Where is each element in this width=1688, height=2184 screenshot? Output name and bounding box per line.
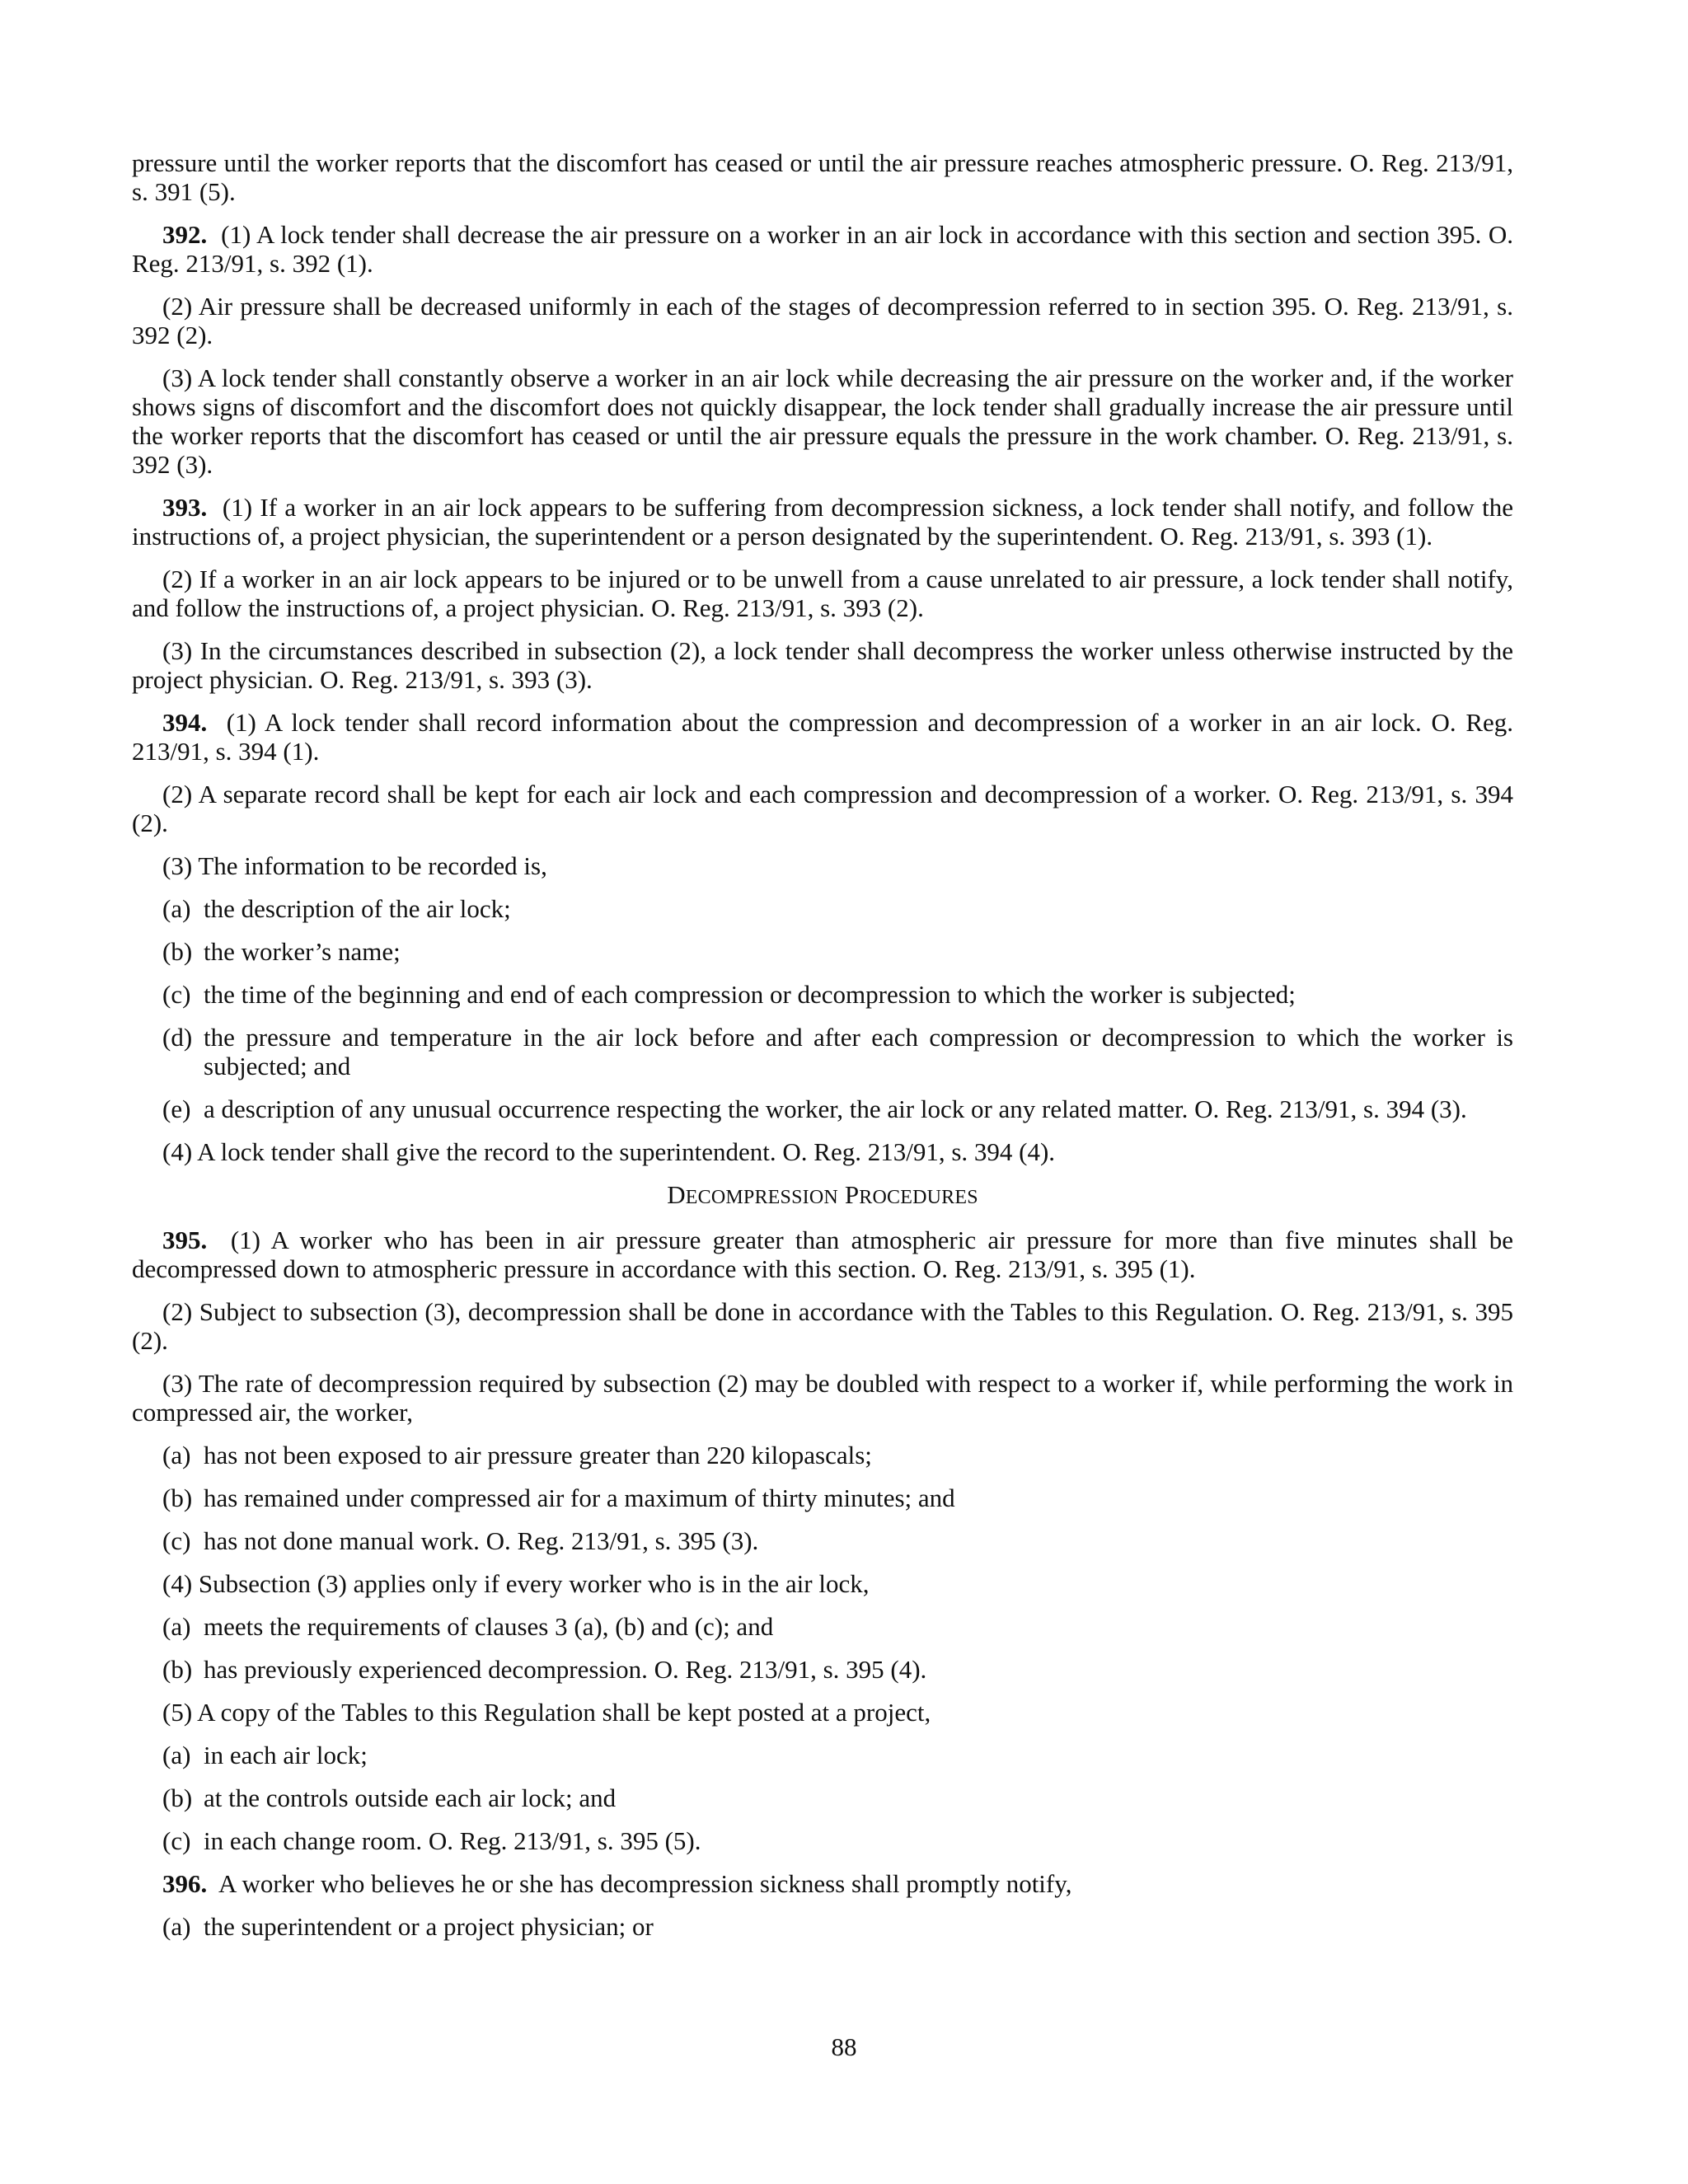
section-number: 392.	[162, 220, 208, 249]
clause-label: (e)	[162, 1094, 191, 1123]
clause-item	[162, 980, 1513, 1009]
clause-item	[162, 1783, 1513, 1812]
paragraph-text: (3) In the circumstances described in subsection (2), a lock tender shall decompress the worker unless otherwise instructed by the project physician. O. Reg. 213/91, s. 393 (3).	[132, 636, 1513, 694]
clause-item	[162, 1526, 1513, 1555]
clause-item	[162, 1912, 1513, 1941]
section-paragraph	[132, 1226, 1513, 1283]
clause-label: (d)	[162, 1023, 193, 1052]
clause-text: has not been exposed to air pressure greater than 220 kilopascals;	[204, 1441, 872, 1469]
paragraph-text: (3) A lock tender shall constantly observe a worker in an air lock while decreasing the air pressure on the worker and, if the worker shows signs of discomfort and the discomfort does not quickly disappear, the lock tender shall gradually increase the air pressure until the worker reports that the discomfort has ceased or until the air pressure equals the pressure in the work chamber. O. Reg. 213/91, s. 392 (3).	[132, 363, 1513, 479]
paragraph-text: pressure until the worker reports that the discomfort has ceased or until the air pressure reaches atmospheric pressure. O. Reg. 213/91, s. 391 (5).	[132, 148, 1513, 206]
clause-text: the pressure and temperature in the air lock before and after each compression or decompression to which the worker is subjected; and	[204, 1023, 1513, 1080]
clause-label: (c)	[162, 1526, 191, 1555]
section-paragraph	[132, 220, 1513, 278]
clause-text: meets the requirements of clauses 3 (a), (b) and (c); and	[204, 1612, 774, 1641]
clause-label: (a)	[162, 1612, 191, 1641]
paragraph	[132, 1569, 1513, 1598]
section-heading	[132, 1180, 1513, 1212]
clause-text: the superintendent or a project physician; or	[204, 1912, 654, 1941]
clause-label: (b)	[162, 1655, 193, 1684]
section-paragraph	[132, 1869, 1513, 1898]
clause-text: in each change room. O. Reg. 213/91, s. 395 (5).	[204, 1826, 701, 1855]
clause-text: a description of any unusual occurrence respecting the worker, the air lock or any related matter. O. Reg. 213/91, s. 394 (3).	[204, 1094, 1467, 1123]
paragraph	[132, 1698, 1513, 1727]
clause-label: (c)	[162, 1826, 191, 1855]
clause-item	[162, 937, 1513, 966]
clause-item	[162, 1094, 1513, 1123]
heading-text: ECOMPRESSION	[685, 1187, 838, 1208]
paragraph-text: (2) Air pressure shall be decreased uniformly in each of the stages of decompression referred to in section 395. O. Reg. 213/91, s. 392 (2).	[132, 292, 1513, 349]
paragraph	[132, 363, 1513, 479]
clause-label: (b)	[162, 1483, 193, 1512]
paragraph-text: (1) If a worker in an air lock appears to be suffering from decompression sickness, a lock tender shall notify, and follow the instructions of, a project physician, the superintendent or a person designated by the superintendent. O. Reg. 213/91, s. 393 (1).	[132, 493, 1513, 551]
paragraph-text: (4) A lock tender shall give the record to the superintendent. O. Reg. 213/91, s. 394 (4).	[162, 1137, 1056, 1166]
clause-text: in each air lock;	[204, 1741, 368, 1769]
section-paragraph	[132, 493, 1513, 551]
page-number: 88	[831, 2032, 857, 2061]
paragraph	[132, 1137, 1513, 1166]
paragraph	[132, 148, 1513, 206]
paragraph-text: (1) A lock tender shall record information about the compression and decompression of a worker in an air lock. O. Reg. 213/91, s. 394 (1).	[132, 708, 1514, 766]
clause-item	[162, 1612, 1513, 1641]
paragraph-text: A worker who believes he or she has decompression sickness shall promptly notify,	[218, 1869, 1072, 1898]
paragraph	[132, 565, 1513, 622]
clause-item	[162, 1741, 1513, 1769]
paragraph	[132, 636, 1513, 694]
paragraph-text: (2) Subject to subsection (3), decompression shall be done in accordance with the Tables to this Regulation. O. Reg. 213/91, s. 395 (2).	[132, 1297, 1513, 1355]
heading-text: ROCEDURES	[859, 1187, 978, 1208]
clause-item	[162, 1826, 1513, 1855]
section-paragraph	[132, 708, 1513, 766]
paragraph	[132, 1369, 1513, 1427]
clause-item	[162, 1483, 1513, 1512]
paragraph	[132, 851, 1513, 880]
paragraph	[132, 1297, 1513, 1355]
paragraph-text: (1) A lock tender shall decrease the air pressure on a worker in an air lock in accordance with this section and section 395. O. Reg. 213/91, s. 392 (1).	[132, 220, 1513, 278]
clause-text: has previously experienced decompression. O. Reg. 213/91, s. 395 (4).	[204, 1655, 927, 1684]
paragraph-text: (3) The information to be recorded is,	[162, 851, 547, 880]
clause-label: (b)	[162, 1783, 193, 1812]
clause-item	[162, 1441, 1513, 1469]
heading-text: D	[667, 1180, 686, 1209]
clause-label: (a)	[162, 1441, 191, 1469]
section-number: 393.	[162, 493, 208, 522]
clause-text: has not done manual work. O. Reg. 213/91, s. 395 (3).	[204, 1526, 759, 1555]
paragraph	[132, 292, 1513, 349]
paragraph-text: (4) Subsection (3) applies only if every worker who is in the air lock,	[162, 1569, 870, 1598]
clause-text: has remained under compressed air for a maximum of thirty minutes; and	[204, 1483, 955, 1512]
paragraph-text: (5) A copy of the Tables to this Regulation shall be kept posted at a project,	[162, 1698, 931, 1727]
regulation-text	[132, 148, 1513, 1955]
clause-label: (c)	[162, 980, 191, 1009]
paragraph-text: (2) If a worker in an air lock appears to be injured or to be unwell from a cause unrelated to air pressure, a lock tender shall notify, and follow the instructions of, a project physician. O. Reg. 213/91, s. 393 (2).	[132, 565, 1513, 622]
clause-text: the description of the air lock;	[204, 894, 511, 923]
clause-item	[162, 1655, 1513, 1684]
clause-label: (a)	[162, 1741, 191, 1769]
section-number: 395.	[162, 1226, 208, 1254]
section-number: 396.	[162, 1869, 208, 1898]
clause-item	[162, 894, 1513, 923]
clause-label: (a)	[162, 894, 191, 923]
clause-item	[162, 1023, 1513, 1080]
paragraph-text: (1) A worker who has been in air pressure greater than atmospheric air pressure for more than five minutes shall be decompressed down to atmospheric pressure in accordance with this section. O. Reg. 213/91, s. 395 (1).	[132, 1226, 1514, 1283]
section-number: 394.	[162, 708, 208, 737]
paragraph-text: (2) A separate record shall be kept for each air lock and each compression and decompression of a worker. O. Reg. 213/91, s. 394 (2).	[132, 780, 1513, 837]
paragraph	[132, 780, 1513, 837]
clause-text: the worker’s name;	[204, 937, 401, 966]
clause-label: (a)	[162, 1912, 191, 1941]
clause-text: the time of the beginning and end of each compression or decompression to which the worker is subjected;	[204, 980, 1296, 1009]
clause-label: (b)	[162, 937, 193, 966]
heading-text: P	[844, 1180, 860, 1209]
paragraph-text: (3) The rate of decompression required by subsection (2) may be doubled with respect to a worker if, while performing the work in compressed air, the worker,	[132, 1369, 1513, 1427]
clause-text: at the controls outside each air lock; and	[204, 1783, 617, 1812]
